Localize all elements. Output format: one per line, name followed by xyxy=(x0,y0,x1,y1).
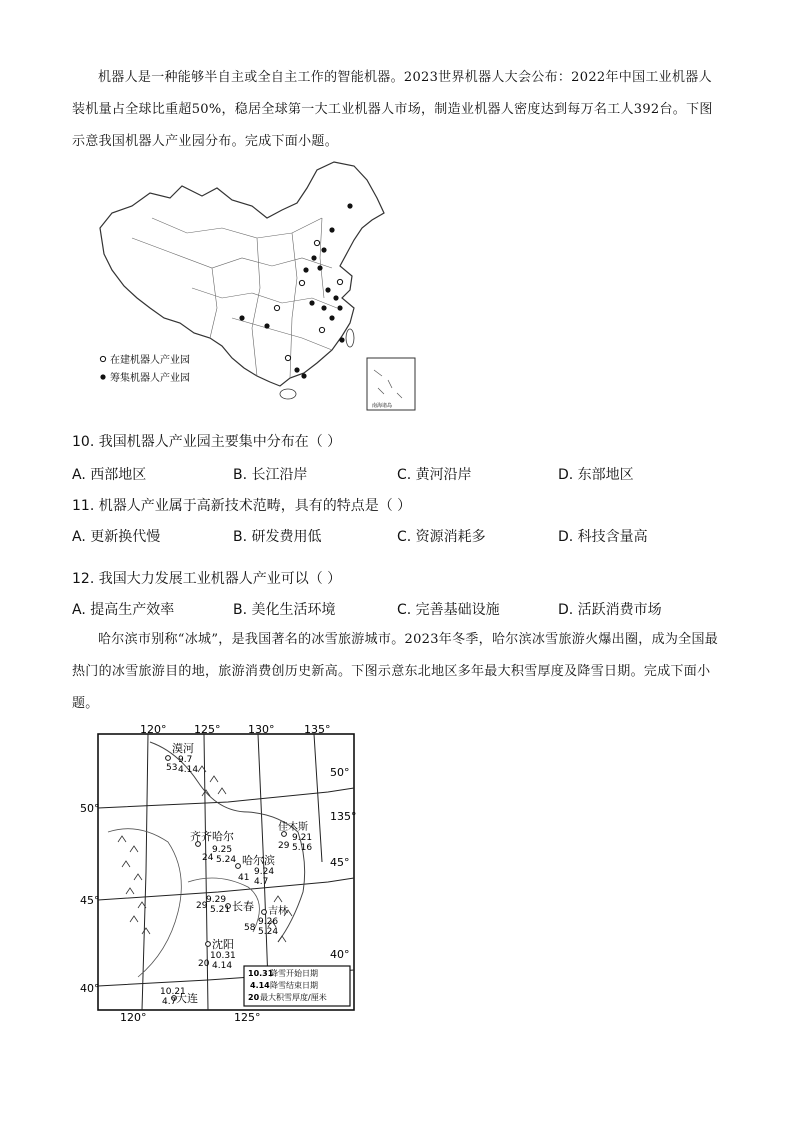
legend-snow-end: 降雪结束日期 xyxy=(270,981,318,990)
northeast-snow-map xyxy=(78,722,368,1022)
q12-option-b: B. 美化生活环境 xyxy=(233,602,336,618)
legend-sample-depth: 20 xyxy=(248,993,260,1002)
lat-label-45-left: 45° xyxy=(80,894,100,907)
qiqihar-end: 5.24 xyxy=(216,855,237,865)
city-mohe: 漠河 xyxy=(172,742,194,755)
mohe-depth: 53 xyxy=(166,763,178,773)
jilin-depth: 58 xyxy=(244,923,256,933)
shenyang-end: 4.14 xyxy=(212,961,233,971)
dalian-start: 10.21 xyxy=(160,987,186,997)
legend-snow-depth: 最大积雪厚度/厘米 xyxy=(260,993,327,1002)
lon-label-bottom-120: 120° xyxy=(120,1011,147,1022)
lat-label-50-right: 50° xyxy=(330,766,350,779)
city-harbin: 哈尔滨 xyxy=(242,854,275,867)
legend-planned-label: 筹集机器人产业园 xyxy=(110,373,190,384)
china-robot-park-map xyxy=(92,158,432,414)
legend-hollow-dot-icon xyxy=(100,356,105,361)
harbin-end: 4.7 xyxy=(254,877,269,887)
legend-sample-start: 10.31 xyxy=(248,969,274,978)
lat-label-50-left: 50° xyxy=(80,802,100,815)
dalian-end: 4.7 xyxy=(162,997,177,1007)
legend-sample-end: 4.14 xyxy=(250,981,270,990)
q11-option-b: B. 研发费用低 xyxy=(233,529,322,545)
city-jilin: 吉林 xyxy=(268,906,288,917)
q11-option-d: D. 科技含量高 xyxy=(558,529,648,545)
mohe-start: 9.7 xyxy=(178,755,193,765)
q10-option-b: B. 长江沿岸 xyxy=(233,467,308,483)
changchun-end: 5.21 xyxy=(210,905,231,915)
lon-label-125: 125° xyxy=(194,723,221,736)
city-dalian: 大连 xyxy=(176,992,198,1005)
legend-snow-start: 降雪开始日期 xyxy=(270,969,318,978)
q11-option-c: C. 资源消耗多 xyxy=(397,529,486,545)
lat-label-40-left: 40° xyxy=(80,982,100,995)
jilin-end: 5.24 xyxy=(258,927,279,937)
q10-option-c: C. 黄河沿岸 xyxy=(397,467,472,483)
city-changchun: 长春 xyxy=(232,900,254,913)
question-11-stem: 11. 机器人产业属于高新技术范畴，具有的特点是（ ） xyxy=(72,498,412,514)
jiamusi-depth: 29 xyxy=(278,841,290,851)
lon-label-120: 120° xyxy=(140,723,167,736)
jilin-start: 9.26 xyxy=(258,917,279,927)
lon-label-bottom-125: 125° xyxy=(234,1011,261,1022)
jiamusi-start: 9.21 xyxy=(292,833,313,843)
legend-building-label: 在建机器人产业园 xyxy=(110,355,190,366)
q12-option-d: D. 活跃消费市场 xyxy=(558,602,662,618)
intro-paragraph-robots: 机器人是一种能够半自主或全自主工作的智能机器。2023世界机器人大会公布：2022年中国工业机器人装机量占全球比重超50%，稳居全球第一大工业机器人市场，制造业机器人密度达到每万名工人392台。下图示意我国机器人产业园分布。完成下面小题。 xyxy=(72,70,713,149)
mohe-end: 4.14 xyxy=(178,765,199,775)
harbin-depth: 41 xyxy=(238,873,250,883)
question-10-stem: 10. 我国机器人产业园主要集中分布在（ ） xyxy=(72,434,342,450)
city-shenyang: 沈阳 xyxy=(212,938,234,951)
q12-option-a: A. 提高生产效率 xyxy=(72,602,175,618)
shenyang-depth: 20 xyxy=(198,959,210,969)
lon-label-130: 130° xyxy=(248,723,275,736)
qiqihar-start: 9.25 xyxy=(212,845,233,855)
lon-label-135: 135° xyxy=(304,723,331,736)
lat-label-45-right: 45° xyxy=(330,856,350,869)
q12-option-c: C. 完善基础设施 xyxy=(397,602,500,618)
jiamusi-end: 5.16 xyxy=(292,843,313,853)
q10-option-a: A. 西部地区 xyxy=(72,467,147,483)
q11-option-a: A. 更新换代慢 xyxy=(72,529,161,545)
qiqihar-depth: 24 xyxy=(202,853,214,863)
harbin-start: 9.24 xyxy=(254,867,275,877)
question-12-stem: 12. 我国大力发展工业机器人产业可以（ ） xyxy=(72,571,342,587)
changchun-start: 9.29 xyxy=(206,895,227,905)
inset-label: 南海诸岛 xyxy=(372,403,393,409)
shenyang-start: 10.31 xyxy=(210,951,236,961)
city-jiamusi: 佳木斯 xyxy=(278,822,308,833)
lat-label-40-right: 40° xyxy=(330,948,350,961)
q10-option-d: D. 东部地区 xyxy=(558,467,634,483)
legend-solid-dot-icon xyxy=(100,374,105,379)
lon-label-135-right: 135° xyxy=(330,810,357,823)
changchun-depth: 29 xyxy=(196,901,208,911)
city-qiqihar: 齐齐哈尔 xyxy=(190,830,234,843)
intro-paragraph-harbin: 哈尔滨市别称“冰城”，是我国著名的冰雪旅游城市。2023年冬季，哈尔滨冰雪旅游火爆出圈，成为全国最热门的冰雪旅游目的地，旅游消费创历史新高。下图示意东北地区多年最大积雪厚度及降雪日期。完成下面小题。 xyxy=(72,632,719,711)
